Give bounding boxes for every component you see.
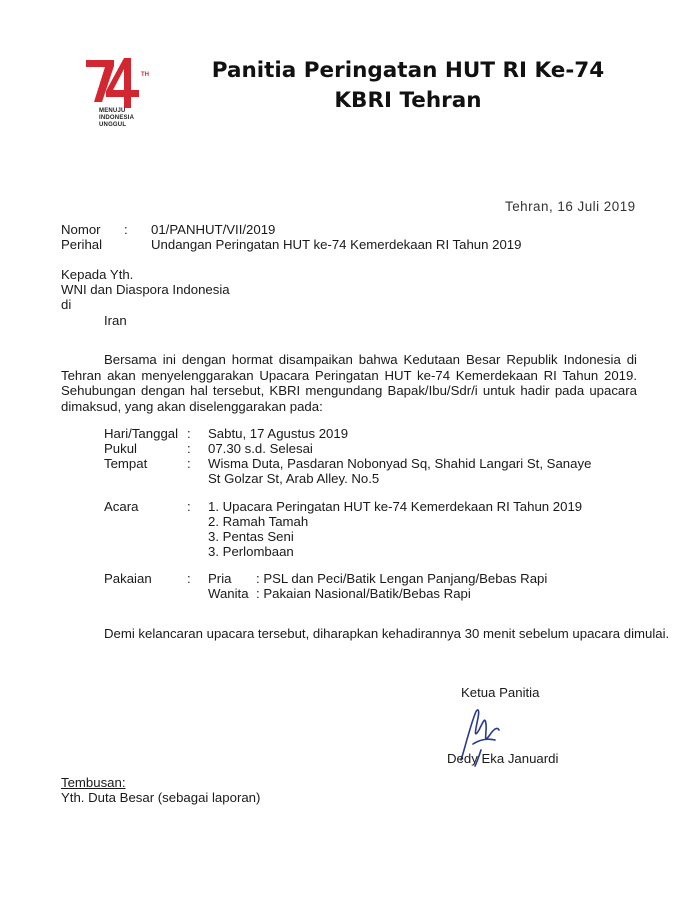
logo-superscript: TH bbox=[141, 72, 149, 78]
acara-item: 3. Perlombaan bbox=[208, 544, 294, 559]
closing-paragraph: Demi kelancaran upacara tersebut, diharapkan kehadirannya 30 menit sebelum upacara dimulai. bbox=[104, 626, 670, 641]
wanita-value: : Pakaian Nasional/Batik/Bebas Rapi bbox=[256, 586, 471, 601]
acara-item: 2. Ramah Tamah bbox=[208, 514, 309, 529]
acara-label: Acara bbox=[104, 499, 139, 514]
logo-tagline-line: UNGGUL bbox=[99, 122, 127, 128]
pukul-value: 07.30 s.d. Selesai bbox=[208, 441, 313, 456]
recipient-name: WNI dan Diaspora Indonesia bbox=[61, 282, 230, 297]
recipient-salutation: Kepada Yth. bbox=[61, 267, 134, 282]
tembusan-value: Yth. Duta Besar (sebagai laporan) bbox=[61, 790, 261, 805]
hari-label: Hari/Tanggal bbox=[104, 426, 179, 441]
perihal-label: Perihal bbox=[61, 237, 103, 252]
acara-item: 1. Upacara Peringatan HUT ke-74 Kemerdekaan RI Tahun 2019 bbox=[208, 499, 583, 514]
logo-tagline bbox=[99, 108, 134, 129]
detail-colon: : bbox=[187, 571, 191, 586]
letterhead-subtitle: KBRI Tehran bbox=[334, 88, 482, 113]
hari-value: Sabtu, 17 Agustus 2019 bbox=[208, 426, 349, 441]
signatory-name: Dedy Eka Januardi bbox=[447, 751, 559, 766]
recipient-di: di bbox=[61, 297, 72, 312]
wanita-label: Wanita bbox=[208, 586, 249, 601]
tempat-value-line2: St Golzar St, Arab Alley. No.5 bbox=[208, 471, 380, 486]
tembusan-label: Tembusan: bbox=[61, 775, 126, 790]
pukul-label: Pukul bbox=[104, 441, 137, 456]
nomor-label: Nomor bbox=[61, 222, 101, 237]
nomor-colon: : bbox=[124, 222, 128, 237]
detail-colon: : bbox=[187, 499, 191, 514]
acara-item: 3. Pentas Seni bbox=[208, 529, 294, 544]
pria-label: Pria bbox=[208, 571, 232, 586]
recipient-location: Iran bbox=[104, 313, 127, 328]
signatory-title: Ketua Panitia bbox=[461, 685, 540, 700]
tempat-label: Tempat bbox=[104, 456, 148, 471]
detail-colon: : bbox=[187, 456, 191, 471]
nomor-value: 01/PANHUT/VII/2019 bbox=[151, 222, 276, 237]
body-paragraph: Bersama ini dengan hormat disampaikan bahwa Kedutaan Besar Republik Indonesia di Tehran akan menyelenggarakan Upacara Peringatan HUT ke-74 Kemerdekaan RI Tahun 2019. Sehubungan dengan hal tersebut, KBRI mengundang Bapak/Ibu/Sdr/i untuk hadir pada upacara dimaksud, yang akan diselenggarakan pada: bbox=[61, 352, 637, 414]
letter-date: Tehran, 16 Juli 2019 bbox=[505, 199, 636, 214]
detail-colon: : bbox=[187, 441, 191, 456]
logo-tagline-line: INDONESIA bbox=[99, 115, 135, 121]
perihal-value: Undangan Peringatan HUT ke-74 Kemerdekaan RI Tahun 2019 bbox=[151, 237, 522, 252]
letterhead-title: Panitia Peringatan HUT RI Ke-74 bbox=[211, 58, 605, 83]
logo-tagline-line: MENUJU bbox=[99, 108, 126, 114]
tempat-value-line1: Wisma Duta, Pasdaran Nobonyad Sq, Shahid Langari St, Sanaye bbox=[208, 456, 592, 471]
pakaian-label: Pakaian bbox=[104, 571, 152, 586]
pria-value: : PSL dan Peci/Batik Lengan Panjang/Bebas Rapi bbox=[256, 571, 548, 586]
detail-colon: : bbox=[187, 426, 191, 441]
